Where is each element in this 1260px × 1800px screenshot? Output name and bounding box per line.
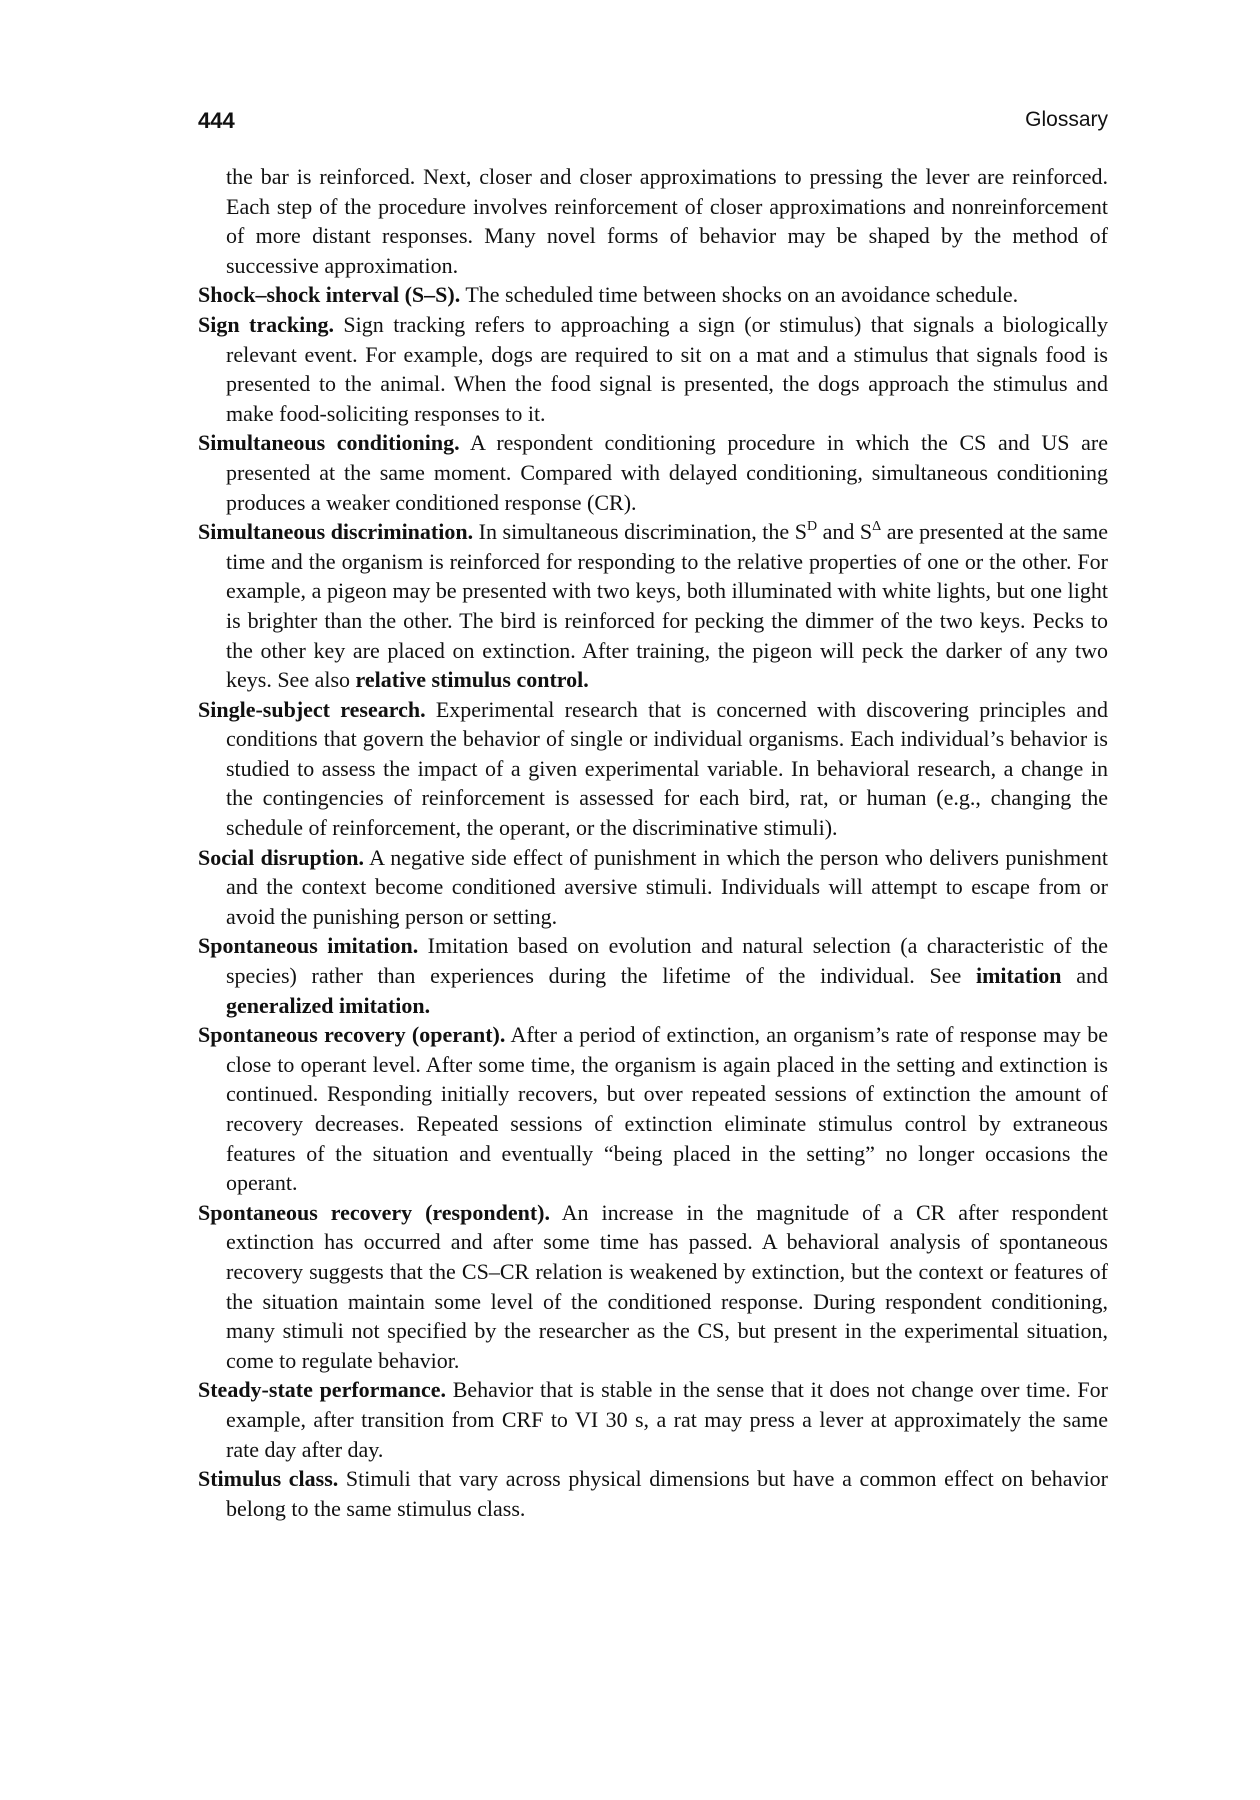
glossary-definition: In simultaneous discrimination, the S xyxy=(473,519,807,545)
glossary-definition: are presented at the same time and the organism is reinforced for responding to the relative properties of one or the other. For example, a pigeon may be presented with two keys, both illuminated with white lights, but one light is brighter than the other. The bird is reinforced for pecking the dimmer of the two keys. Pecks to the other key are placed on extinction. After training, the pigeon will peck the darker of any two keys. See also xyxy=(226,519,1109,693)
glossary-term: Simultaneous conditioning. xyxy=(198,430,460,456)
continued-definition: the bar is reinforced. Next, closer and closer approximations to pressing the lever are reinforced. Each step of the procedure involves reinforcement of closer approximations and nonreinforcement of more distant responses. Many novel forms of behavior may be shaped by the method of successive approximation. xyxy=(226,164,1108,278)
glossary-entry xyxy=(198,280,1108,310)
cross-reference: imitation xyxy=(975,963,1062,989)
glossary-term: Shock–shock interval (S–S). xyxy=(198,282,461,308)
glossary-entry xyxy=(198,1198,1108,1376)
glossary-entry xyxy=(198,843,1108,932)
glossary-entry xyxy=(198,428,1108,517)
cross-reference-period: . xyxy=(583,667,589,693)
cross-reference: relative stimulus control xyxy=(355,667,584,693)
glossary-term: Spontaneous recovery (operant). xyxy=(198,1022,506,1048)
glossary-definition: Imitation based on evolution and natural selection (a characteristic of the species) rather than experiences during the lifetime of the individual. See xyxy=(226,933,1108,989)
glossary-entry xyxy=(198,1464,1108,1523)
glossary-term: Sign tracking. xyxy=(198,311,334,337)
page-header xyxy=(198,108,1108,138)
glossary-term: Spontaneous imitation. xyxy=(198,933,419,959)
running-head: Glossary xyxy=(1025,108,1108,131)
glossary-term: Simultaneous discrimination. xyxy=(198,519,474,545)
glossary-entry xyxy=(198,310,1108,428)
page-number: 444 xyxy=(198,108,235,133)
glossary-definition: The scheduled time between shocks on an avoidance schedule. xyxy=(460,282,1019,308)
glossary-entry xyxy=(198,1375,1108,1464)
glossary-entry xyxy=(198,1020,1108,1198)
glossary-definition: An increase in the magnitude of a CR after respondent extinction has occurred and after some time has passed. A behavioral analysis of spontaneous recovery suggests that the CS–CR relation is weakened by extinction, but the context or features of the situation maintain some level of the conditioned response. During respondent conditioning, many stimuli not specified by the researcher as the CS, but present in the experimental situation, come to regulate behavior. xyxy=(226,1199,1108,1373)
glossary-body xyxy=(198,162,1108,1523)
glossary-definition: and xyxy=(1061,963,1109,989)
glossary-entry xyxy=(198,517,1108,695)
glossary-term: Steady-state performance. xyxy=(198,1377,447,1403)
glossary-definition: After a period of extinction, an organism’s rate of response may be close to operant level. After some time, the organism is again placed in the setting and extinction is continued. Responding initially recovers, but over repeated sessions of extinction the amount of recovery decreases. Repeated sessions of extinction eliminate stimulus control by extraneous features of the situation and eventually “being placed in the setting” no longer occasions the operant. xyxy=(226,1022,1108,1196)
glossary-term: Spontaneous recovery (respondent). xyxy=(198,1199,550,1225)
glossary-term: Social disruption. xyxy=(198,844,364,870)
superscript-delta: Δ xyxy=(872,519,882,535)
glossary-definition: Experimental research that is concerned with discovering principles and conditions that govern the behavior of single or individual organisms. Each individual’s behavior is studied to assess the impact of a given experimental variable. In behavioral research, a change in the contingencies of reinforcement is assessed for each bird, rat, or human (e.g., changing the schedule of reinforcement, the operant, or the discriminative stimuli). xyxy=(226,696,1109,841)
glossary-term: Stimulus class. xyxy=(198,1466,339,1492)
glossary-definition: and S xyxy=(817,519,873,545)
glossary-definition: A negative side effect of punishment in which the person who delivers punishment and the context become conditioned aversive stimuli. Individuals will attempt to escape from or avoid the punishing person or setting. xyxy=(226,844,1109,929)
glossary-definition: A respondent conditioning procedure in which the CS and US are presented at the same moment. Compared with delayed conditioning, simultaneous conditioning produces a weaker conditioned response (CR). xyxy=(226,430,1108,515)
glossary-term: Single-subject research. xyxy=(198,696,426,722)
glossary-definition: Stimuli that vary across physical dimensions but have a common effect on behavior belong to the same stimulus class. xyxy=(226,1466,1109,1521)
superscript-d: D xyxy=(806,519,818,535)
glossary-entry xyxy=(198,931,1108,1020)
glossary-definition: Sign tracking refers to approaching a sign (or stimulus) that signals a biologically relevant event. For example, dogs are required to sit on a mat and a stimulus that signals food is presented to the animal. When the food signal is presented, the dogs approach the stimulus and make food-soliciting responses to it. xyxy=(226,311,1108,426)
glossary-entry xyxy=(198,695,1108,843)
cross-reference: generalized imitation xyxy=(226,992,425,1018)
cross-reference-period: . xyxy=(424,992,431,1018)
glossary-definition: Behavior that is stable in the sense that it does not change over time. For example, after transition from CRF to VI 30 s, a rat may press a lever at approximately the same rate day after day. xyxy=(226,1377,1108,1462)
